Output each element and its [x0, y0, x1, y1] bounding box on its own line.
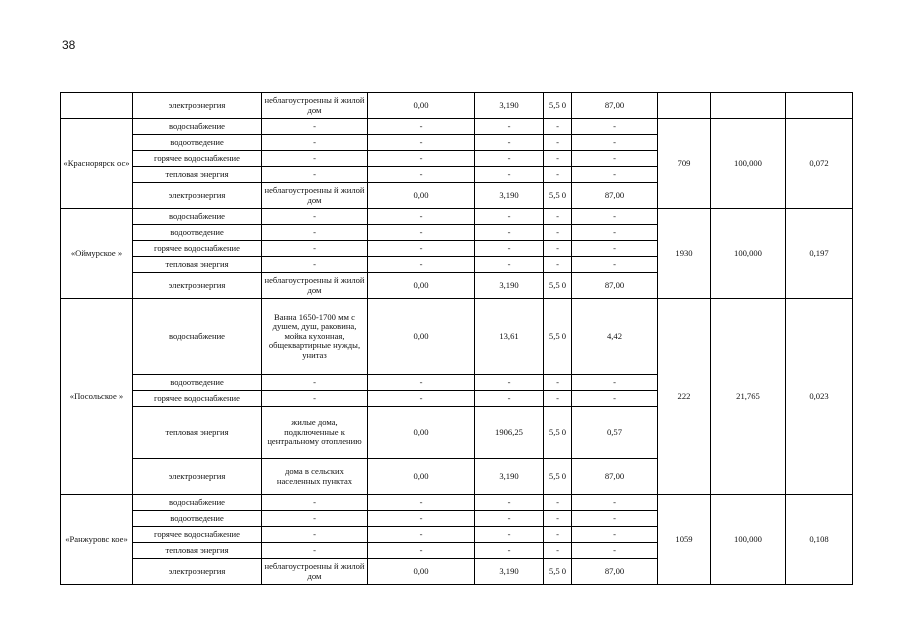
value-cell: -: [572, 511, 658, 527]
category-cell: -: [262, 391, 368, 407]
share-cell: [711, 93, 786, 119]
value-cell: -: [544, 543, 572, 559]
value-cell: -: [544, 225, 572, 241]
service-cell: горячее водоснабжение: [133, 241, 262, 257]
service-cell: водоснабжение: [133, 495, 262, 511]
value-cell: -: [368, 209, 475, 225]
share-cell: 100,000: [711, 119, 786, 209]
ratio-cell: [786, 93, 853, 119]
value-cell: 0,00: [368, 273, 475, 299]
value-cell: -: [572, 375, 658, 391]
category-cell: дома в сельских населенных пунктах: [262, 459, 368, 495]
value-cell: 87,00: [572, 459, 658, 495]
value-cell: -: [544, 209, 572, 225]
population-cell: 1930: [658, 209, 711, 299]
value-cell: -: [572, 135, 658, 151]
ratio-cell: 0,197: [786, 209, 853, 299]
value-cell: 5,5 0: [544, 407, 572, 459]
value-cell: -: [475, 391, 544, 407]
category-cell: -: [262, 375, 368, 391]
value-cell: -: [572, 167, 658, 183]
value-cell: 3,190: [475, 183, 544, 209]
settlement-cell: «Ранжуровс кое»: [61, 495, 133, 585]
value-cell: -: [475, 511, 544, 527]
service-cell: горячее водоснабжение: [133, 151, 262, 167]
category-cell: неблагоустроенны й жилой дом: [262, 273, 368, 299]
value-cell: -: [475, 167, 544, 183]
table-row: [61, 119, 853, 135]
value-cell: -: [572, 209, 658, 225]
category-cell: неблагоустроенны й жилой дом: [262, 183, 368, 209]
value-cell: -: [475, 257, 544, 273]
value-cell: -: [544, 167, 572, 183]
table-row: [61, 209, 853, 225]
value-cell: -: [368, 241, 475, 257]
category-cell: -: [262, 167, 368, 183]
value-cell: -: [475, 527, 544, 543]
population-cell: [658, 93, 711, 119]
share-cell: 100,000: [711, 495, 786, 585]
table-row: [61, 93, 853, 119]
value-cell: -: [475, 495, 544, 511]
value-cell: 3,190: [475, 559, 544, 585]
value-cell: -: [572, 543, 658, 559]
category-cell: -: [262, 527, 368, 543]
value-cell: -: [475, 225, 544, 241]
value-cell: 0,00: [368, 183, 475, 209]
tariff-table: [60, 92, 853, 585]
value-cell: 0,00: [368, 299, 475, 375]
value-cell: -: [368, 375, 475, 391]
share-cell: 100,000: [711, 209, 786, 299]
service-cell: электроэнергия: [133, 93, 262, 119]
value-cell: -: [475, 241, 544, 257]
service-cell: водоотведение: [133, 511, 262, 527]
population-cell: 1059: [658, 495, 711, 585]
category-cell: неблагоустроенны й жилой дом: [262, 559, 368, 585]
value-cell: 0,00: [368, 407, 475, 459]
share-cell: 21,765: [711, 299, 786, 495]
value-cell: 1906,25: [475, 407, 544, 459]
service-cell: электроэнергия: [133, 559, 262, 585]
value-cell: -: [544, 495, 572, 511]
category-cell: -: [262, 225, 368, 241]
category-cell: -: [262, 209, 368, 225]
value-cell: 3,190: [475, 273, 544, 299]
settlement-cell: «Краснорярск ос»: [61, 119, 133, 209]
category-cell: -: [262, 135, 368, 151]
value-cell: 5,5 0: [544, 93, 572, 119]
service-cell: электроэнергия: [133, 273, 262, 299]
table-row: [61, 495, 853, 511]
service-cell: водоснабжение: [133, 299, 262, 375]
value-cell: -: [368, 391, 475, 407]
category-cell: -: [262, 543, 368, 559]
value-cell: -: [544, 391, 572, 407]
value-cell: -: [475, 135, 544, 151]
settlement-cell: «Оймурское »: [61, 209, 133, 299]
category-cell: -: [262, 151, 368, 167]
value-cell: 3,190: [475, 459, 544, 495]
value-cell: 87,00: [572, 559, 658, 585]
value-cell: 87,00: [572, 183, 658, 209]
service-cell: электроэнергия: [133, 183, 262, 209]
service-cell: тепловая энергия: [133, 543, 262, 559]
value-cell: 0,00: [368, 93, 475, 119]
value-cell: -: [572, 391, 658, 407]
value-cell: -: [544, 135, 572, 151]
value-cell: 5,5 0: [544, 183, 572, 209]
service-cell: водоснабжение: [133, 209, 262, 225]
value-cell: 3,190: [475, 93, 544, 119]
value-cell: -: [544, 511, 572, 527]
value-cell: -: [572, 527, 658, 543]
value-cell: -: [572, 151, 658, 167]
ratio-cell: 0,023: [786, 299, 853, 495]
value-cell: 5,5 0: [544, 299, 572, 375]
service-cell: горячее водоснабжение: [133, 391, 262, 407]
service-cell: водоснабжение: [133, 119, 262, 135]
population-cell: 709: [658, 119, 711, 209]
service-cell: водоотведение: [133, 225, 262, 241]
value-cell: -: [572, 241, 658, 257]
page-number: 38: [62, 38, 76, 52]
service-cell: тепловая энергия: [133, 407, 262, 459]
value-cell: -: [572, 119, 658, 135]
value-cell: 5,5 0: [544, 273, 572, 299]
value-cell: 0,00: [368, 459, 475, 495]
value-cell: -: [475, 209, 544, 225]
value-cell: 0,57: [572, 407, 658, 459]
value-cell: -: [368, 167, 475, 183]
value-cell: -: [475, 151, 544, 167]
population-cell: 222: [658, 299, 711, 495]
service-cell: тепловая энергия: [133, 257, 262, 273]
value-cell: -: [475, 543, 544, 559]
settlement-cell: «Посольское »: [61, 299, 133, 495]
value-cell: -: [368, 495, 475, 511]
category-cell: -: [262, 119, 368, 135]
value-cell: -: [475, 119, 544, 135]
table-row: [61, 299, 853, 375]
value-cell: -: [368, 225, 475, 241]
value-cell: -: [572, 225, 658, 241]
value-cell: 13,61: [475, 299, 544, 375]
value-cell: 5,5 0: [544, 459, 572, 495]
value-cell: -: [544, 151, 572, 167]
value-cell: 87,00: [572, 273, 658, 299]
value-cell: -: [544, 241, 572, 257]
value-cell: 5,5 0: [544, 559, 572, 585]
value-cell: -: [544, 527, 572, 543]
value-cell: -: [544, 119, 572, 135]
value-cell: -: [544, 257, 572, 273]
service-cell: водоотведение: [133, 375, 262, 391]
category-cell: -: [262, 257, 368, 273]
value-cell: -: [368, 527, 475, 543]
category-cell: жилые дома, подключенные к центральному отоплению: [262, 407, 368, 459]
value-cell: -: [368, 543, 475, 559]
value-cell: -: [475, 375, 544, 391]
settlement-cell: [61, 93, 133, 119]
category-cell: -: [262, 511, 368, 527]
value-cell: -: [544, 375, 572, 391]
service-cell: электроэнергия: [133, 459, 262, 495]
service-cell: водоотведение: [133, 135, 262, 151]
category-cell: -: [262, 241, 368, 257]
category-cell: -: [262, 495, 368, 511]
ratio-cell: 0,108: [786, 495, 853, 585]
value-cell: 0,00: [368, 559, 475, 585]
value-cell: -: [572, 257, 658, 273]
category-cell: неблагоустроенны й жилой дом: [262, 93, 368, 119]
category-cell: Ванна 1650-1700 мм с душем, душ, раковина, мойка кухонная, общеквартирные нужды, унитаз: [262, 299, 368, 375]
value-cell: -: [368, 257, 475, 273]
service-cell: горячее водоснабжение: [133, 527, 262, 543]
value-cell: -: [368, 151, 475, 167]
value-cell: -: [572, 495, 658, 511]
ratio-cell: 0,072: [786, 119, 853, 209]
value-cell: -: [368, 511, 475, 527]
value-cell: -: [368, 135, 475, 151]
service-cell: тепловая энергия: [133, 167, 262, 183]
value-cell: 87,00: [572, 93, 658, 119]
value-cell: 4,42: [572, 299, 658, 375]
value-cell: -: [368, 119, 475, 135]
